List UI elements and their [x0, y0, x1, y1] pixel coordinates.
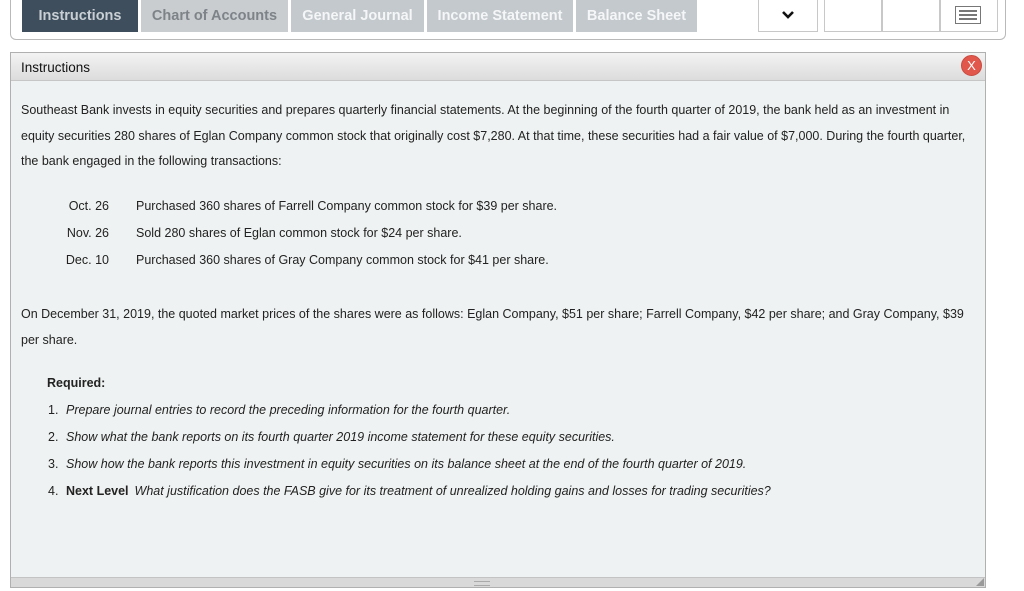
panel-header: [11, 53, 985, 81]
resize-grip-icon: [474, 581, 490, 586]
close-button[interactable]: X: [961, 55, 982, 76]
tab-general-journal[interactable]: General Journal: [291, 0, 424, 32]
dropdown-button[interactable]: [758, 0, 818, 32]
intro-paragraph: Southeast Bank invests in equity securities and prepares quarterly financial statements. At the beginning of the fourth quarter of 2019, the bank held as an investment in equity securities 280 shares of Eglan Company common stock that originally cost $7,280. At that time, these securities had a fair value of $7,000. During the fourth quarter, the bank engaged in the following transactions:: [21, 103, 966, 168]
tab-chart-of-accounts[interactable]: Chart of Accounts: [141, 0, 288, 32]
required-heading: Required:: [47, 376, 106, 390]
requirement-item: [48, 430, 615, 444]
transaction-date: Oct. 26: [68, 199, 109, 213]
market-prices-paragraph: On December 31, 2019, the quoted market prices of the shares were as follows: Eglan Company, $51 per share; Farrell Company, $42 per share; and Gray Company, $39 per share.: [21, 307, 964, 347]
tab-balance-sheet[interactable]: Balance Sheet: [576, 0, 697, 32]
requirement-level-label: Next Level: [66, 484, 129, 498]
requirement-text: Show how the bank reports this investment in equity securities on its balance sheet at the end of the fourth quarter of 2019.: [66, 457, 747, 471]
tab-income-statement[interactable]: Income Statement: [427, 0, 573, 32]
transaction-date: Dec. 10: [65, 253, 109, 267]
tab-instructions[interactable]: Instructions: [22, 0, 138, 32]
requirement-number: 1.: [48, 403, 59, 417]
instructions-panel: [10, 52, 986, 588]
transaction-description: Purchased 360 shares of Gray Company common stock for $41 per share.: [136, 253, 549, 267]
requirement-text: What justification does the FASB give for its treatment of unrealized holding gains and losses for trading securities?: [134, 484, 771, 498]
chevron-down-icon: [759, 8, 817, 24]
requirement-number: 4.: [48, 484, 59, 498]
toolbar-blank-button-2[interactable]: [882, 0, 940, 32]
menu-button[interactable]: [940, 0, 998, 32]
transaction-description: Purchased 360 shares of Farrell Company common stock for $39 per share.: [136, 199, 558, 213]
list-icon: [955, 6, 981, 24]
requirement-item: [48, 457, 746, 471]
requirement-text: Show what the bank reports on its fourth quarter 2019 income statement for these equity securities.: [66, 430, 615, 444]
transaction-date: Nov. 26: [66, 226, 109, 240]
tab-bar: [10, 0, 1006, 40]
panel-resize-bar[interactable]: [11, 577, 985, 587]
requirement-text: Prepare journal entries to record the preceding information for the fourth quarter.: [66, 403, 511, 417]
requirement-number: 2.: [48, 430, 59, 444]
panel-title: Instructions: [21, 60, 91, 75]
toolbar-blank-button-1[interactable]: [824, 0, 882, 32]
resize-corner-icon[interactable]: [976, 578, 984, 586]
transaction-description: Sold 280 shares of Eglan common stock for $24 per share.: [136, 226, 462, 240]
requirement-number: 3.: [48, 457, 59, 471]
requirement-item: [48, 403, 510, 417]
requirement-item: [48, 484, 771, 498]
